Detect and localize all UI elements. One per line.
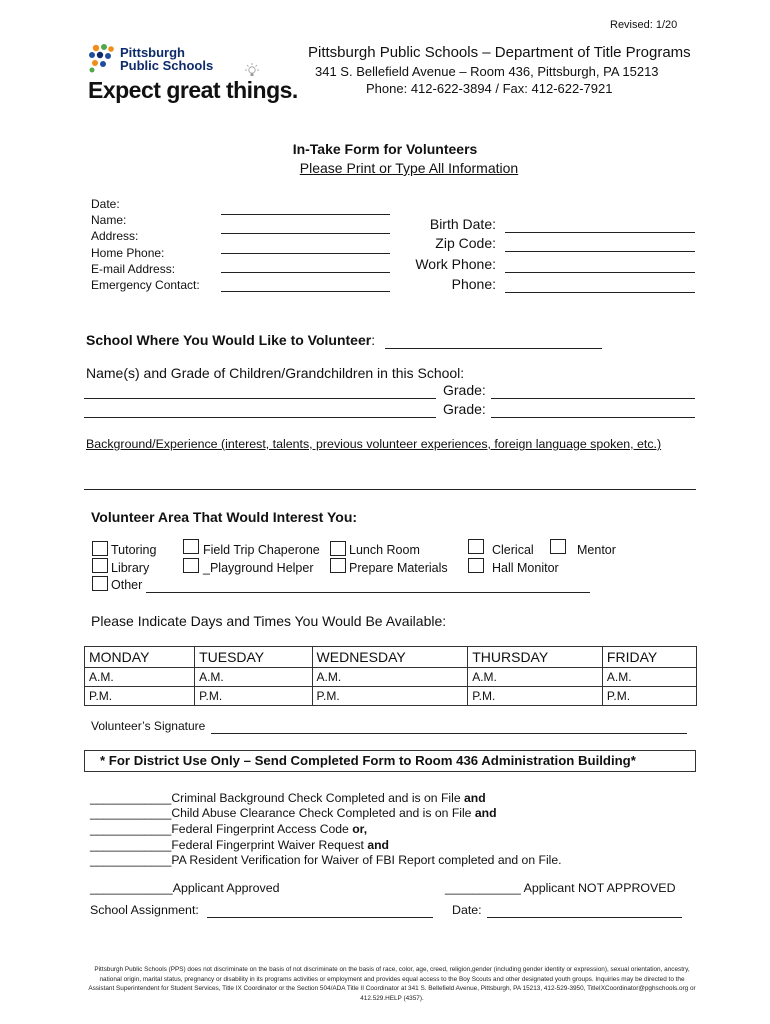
tuesday-pm-cell[interactable]: P.M. — [195, 687, 312, 706]
tutoring-label: Tutoring — [111, 543, 157, 557]
day-tuesday: TUESDAY — [195, 647, 312, 668]
school-label-colon: : — [371, 332, 376, 348]
pps-logo-mark-icon — [88, 43, 118, 73]
date-label: Date: — [91, 197, 120, 211]
library-checkbox[interactable] — [92, 558, 108, 573]
checklist-blank-4[interactable]: ____________ — [90, 838, 172, 852]
birth-date-label: Birth Date: — [429, 216, 496, 232]
logo-line-2: Public Schools — [120, 58, 214, 73]
availability-table — [84, 646, 697, 706]
checklist-suffix-2: and — [474, 806, 497, 820]
tutoring-checkbox[interactable] — [92, 541, 108, 556]
revised-date: Revised: 1/20 — [610, 19, 678, 31]
email-label: E-mail Address: — [91, 262, 176, 276]
date-field[interactable] — [221, 214, 390, 215]
work-phone-field[interactable] — [505, 272, 695, 273]
checklist-suffix-4: and — [367, 838, 389, 852]
school-assignment-field[interactable] — [207, 917, 433, 918]
field-trip-label: Field Trip Chaperone — [203, 543, 320, 557]
checklist-blank-5[interactable]: ____________ — [90, 853, 172, 867]
area-title: Volunteer Area That Would Interest You: — [91, 509, 358, 525]
school-label — [86, 332, 375, 348]
not-approved-blank[interactable]: ___________ — [445, 881, 524, 895]
zip-code-field[interactable] — [505, 251, 695, 252]
form-subtitle: Please Print or Type All Information — [299, 160, 519, 176]
checklist-suffix-1: and — [463, 791, 486, 805]
not-approved-label: Applicant NOT APPROVED — [523, 881, 676, 895]
library-label: Library — [111, 561, 150, 575]
zip-code-label: Zip Code: — [435, 235, 496, 251]
availability-label: Please Indicate Days and Times You Would Be Available: — [91, 613, 447, 629]
playground-checkbox[interactable] — [183, 558, 199, 573]
am-row — [85, 668, 697, 687]
checklist-item-4 — [90, 838, 389, 852]
home-phone-field[interactable] — [221, 272, 390, 273]
school-label-text: School Where You Would Like to Volunteer — [86, 332, 372, 348]
phone-field[interactable] — [505, 292, 695, 293]
checklist-text-5: PA Resident Verification for Waiver of FBI Report completed and on File. — [171, 853, 562, 867]
approved-blank[interactable]: ____________ — [90, 881, 173, 895]
monday-pm-cell[interactable]: P.M. — [85, 687, 195, 706]
checklist-item-1 — [90, 791, 486, 805]
emergency-contact-field[interactable] — [221, 291, 390, 292]
checklist-text-1: Criminal Background Check Completed and is on File — [171, 791, 464, 805]
district-banner — [84, 750, 696, 772]
hall-monitor-label: Hall Monitor — [492, 561, 559, 575]
school-assignment-label: School Assignment: — [90, 903, 199, 917]
applicant-not-approved — [445, 881, 676, 895]
assignment-date-label: Date: — [452, 903, 482, 917]
background-label: Background/Experience (interest, talents, previous volunteer experiences, foreign language spoken, etc.) — [86, 437, 662, 451]
applicant-approved — [90, 881, 279, 895]
signature-field[interactable] — [211, 733, 687, 734]
mentor-label: Mentor — [577, 543, 616, 557]
children-label: Name(s) and Grade of Children/Grandchildren in this School: — [86, 365, 465, 381]
org-address: 341 S. Bellefield Avenue – Room 436, Pittsburgh, PA 15213 — [315, 64, 659, 79]
signature-label: Volunteer’s Signature — [91, 719, 206, 733]
prepare-materials-checkbox[interactable] — [330, 558, 346, 573]
pps-logo — [88, 40, 303, 110]
district-banner-text: * For District Use Only – Send Completed Form to Room 436 Administration Building* — [100, 753, 636, 768]
tuesday-am-cell[interactable]: A.M. — [195, 668, 312, 687]
name-label: Name: — [91, 213, 127, 227]
pm-row — [85, 687, 697, 706]
day-friday: FRIDAY — [602, 647, 696, 668]
address-label: Address: — [91, 229, 139, 243]
day-thursday: THURSDAY — [468, 647, 603, 668]
prepare-materials-label: Prepare Materials — [349, 561, 448, 575]
org-phone: Phone: 412-622-3894 / Fax: 412-622-7921 — [366, 81, 613, 96]
clerical-checkbox[interactable] — [468, 539, 484, 554]
lunch-room-checkbox[interactable] — [330, 541, 346, 556]
other-label: Other — [111, 578, 143, 592]
day-wednesday: WEDNESDAY — [312, 647, 468, 668]
lunch-room-label: Lunch Room — [349, 543, 420, 557]
grade-field-2[interactable] — [491, 417, 695, 418]
checklist-suffix-3: or, — [352, 822, 368, 836]
child-name-field-2[interactable] — [84, 417, 436, 418]
checklist-text-4: Federal Fingerprint Waiver Request — [171, 838, 368, 852]
grade-label-1: Grade: — [443, 382, 486, 398]
assignment-date-field[interactable] — [487, 917, 682, 918]
checklist-item-2 — [90, 806, 497, 820]
grade-label-2: Grade: — [443, 401, 486, 417]
checklist-blank-2[interactable]: ____________ — [90, 806, 172, 820]
field-trip-checkbox[interactable] — [183, 539, 199, 554]
checklist-text-3: Federal Fingerprint Access Code — [171, 822, 353, 836]
birth-date-field[interactable] — [505, 232, 695, 233]
other-checkbox[interactable] — [92, 576, 108, 591]
mentor-checkbox[interactable] — [550, 539, 566, 554]
address-field[interactable] — [221, 253, 390, 254]
phone-label: Phone: — [451, 276, 496, 292]
thursday-pm-cell[interactable]: P.M. — [468, 687, 603, 706]
background-field[interactable] — [84, 489, 696, 490]
checklist-item-5 — [90, 853, 562, 867]
lightbulb-icon — [244, 62, 260, 78]
home-phone-label: Home Phone: — [91, 246, 165, 260]
logo-tagline: Expect great things. — [88, 77, 298, 103]
name-field[interactable] — [221, 233, 390, 234]
wednesday-am-cell[interactable]: A.M. — [312, 668, 468, 687]
school-field[interactable] — [385, 348, 602, 349]
thursday-am-cell[interactable]: A.M. — [468, 668, 603, 687]
checklist-blank-3[interactable]: ____________ — [90, 822, 172, 836]
hall-monitor-checkbox[interactable] — [468, 558, 484, 573]
friday-am-cell[interactable]: A.M. — [602, 668, 696, 687]
grade-field-1[interactable] — [491, 398, 695, 399]
form-title: In-Take Form for Volunteers — [292, 141, 478, 157]
clerical-label: Clerical — [492, 543, 534, 557]
work-phone-label: Work Phone: — [415, 256, 496, 272]
checklist-blank-1[interactable]: ____________ — [90, 791, 172, 805]
monday-am-cell[interactable]: A.M. — [85, 668, 195, 687]
logo-line-1: Pittsburgh — [120, 45, 185, 60]
emergency-contact-label: Emergency Contact: — [91, 278, 200, 292]
org-name: Pittsburgh Public Schools – Department of Title Programs — [308, 44, 691, 61]
friday-pm-cell[interactable]: P.M. — [602, 687, 696, 706]
nondiscrimination-footer: Pittsburgh Public Schools (PPS) does not discriminate on the basis of not discriminate on the basis of race, color, age, creed, religion,gender (including gender identity or expression), sexual orientation, ancestry, national origin, marital status, pregnancy or disability in its programs activities or employment and provides equal access to the Boy Scouts and other designated youth groups. Inquiries may be directed to the Assistant Superintendent for Student Services, Title IX Coordinator or the Section 504/ADA Title II Coordinator at 341 S. Bellefield Avenue, Pittsburgh, PA 15213, 412-529-3950, TitleIXCoordinator@pghschools.org or 412.529.HELP (4357). — [88, 966, 696, 1002]
checklist-item-3 — [90, 822, 367, 836]
approved-label: Applicant Approved — [172, 881, 280, 895]
day-monday: MONDAY — [85, 647, 195, 668]
child-name-field-1[interactable] — [84, 398, 436, 399]
wednesday-pm-cell[interactable]: P.M. — [312, 687, 468, 706]
other-field[interactable] — [146, 592, 590, 593]
checklist-text-2: Child Abuse Clearance Check Completed and is on File — [171, 806, 475, 820]
days-header-row — [85, 647, 697, 668]
playground-label: _Playground Helper — [203, 561, 314, 575]
